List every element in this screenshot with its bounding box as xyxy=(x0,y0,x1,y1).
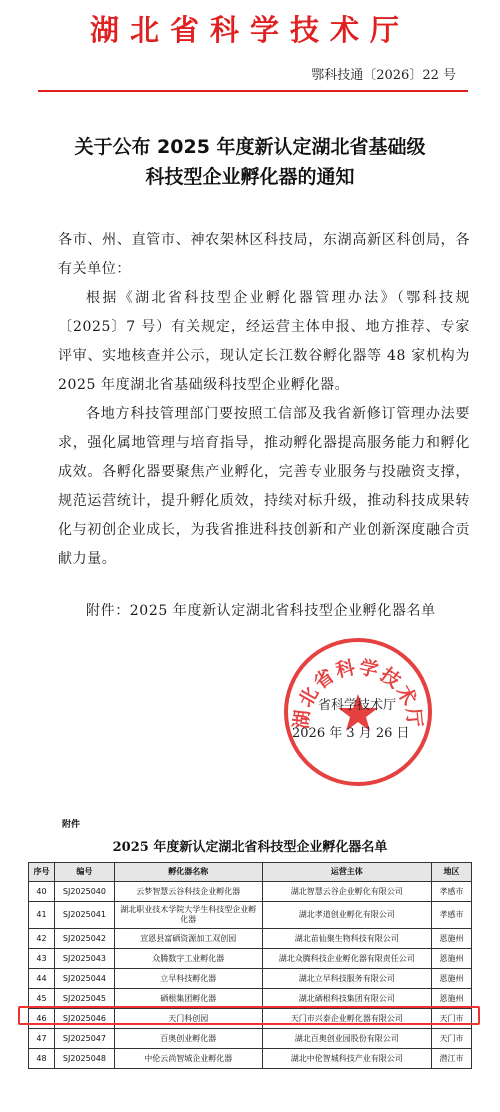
document-number: 鄂科技通〔2026〕22 号 xyxy=(311,68,456,83)
notice-title-line-1: 关于公布 2025 年度新认定湖北省基础级 xyxy=(74,136,426,158)
table-row xyxy=(29,949,472,969)
row-operator: 湖北百奥创业园股份有限公司 xyxy=(262,1029,432,1049)
row-number: 40 xyxy=(29,882,55,902)
row-number: 46 xyxy=(29,1009,55,1029)
annex-title: 2025 年度新认定湖北省科技型企业孵化器名单 xyxy=(112,840,388,855)
column-header: 运营主体 xyxy=(262,863,432,882)
row-region: 孝感市 xyxy=(432,902,472,929)
table-row xyxy=(29,1049,472,1069)
table-row xyxy=(29,929,472,949)
notice-body xyxy=(58,226,470,574)
attachment-note: 附件：2025 年度新认定湖北省科技型企业孵化器名单 xyxy=(86,603,436,619)
svg-text:湖北省科学技术厅: 湖北省科学技术厅 xyxy=(290,656,426,731)
row-incubator-name: 中伦云尚智城企业孵化器 xyxy=(114,1049,262,1069)
row-incubator-name: 硒根集团孵化器 xyxy=(114,989,262,1009)
table-row xyxy=(29,882,472,902)
notice-title-line-2: 科技型企业孵化器的通知 xyxy=(145,166,355,188)
signature-org: 省科学技术厅 xyxy=(318,698,397,713)
table-row xyxy=(29,1029,472,1049)
row-code: SJ2025041 xyxy=(54,902,114,929)
incubator-list-table xyxy=(28,862,472,1069)
row-incubator-name: 众腾数字工业孵化器 xyxy=(114,949,262,969)
row-code: SJ2025043 xyxy=(54,949,114,969)
column-header: 序号 xyxy=(29,863,55,882)
row-operator: 湖北孝道创业孵化有限公司 xyxy=(262,902,432,929)
row-region: 天门市 xyxy=(432,1029,472,1049)
row-region: 天门市 xyxy=(432,1009,472,1029)
row-incubator-name: 百奥创业孵化器 xyxy=(114,1029,262,1049)
table-row xyxy=(29,902,472,929)
row-region: 恩施州 xyxy=(432,989,472,1009)
row-operator: 湖北苗仙聚生物科技有限公司 xyxy=(262,929,432,949)
annex-label: 附件 xyxy=(62,820,81,830)
row-number: 47 xyxy=(29,1029,55,1049)
row-operator: 湖北众腾科技企业孵化器有限责任公司 xyxy=(262,949,432,969)
row-number: 44 xyxy=(29,969,55,989)
header-divider xyxy=(38,90,468,92)
row-operator: 天门市兴泰企业孵化器有限公司 xyxy=(262,1009,432,1029)
row-operator: 湖北硒根科技集团有限公司 xyxy=(262,989,432,1009)
row-code: SJ2025047 xyxy=(54,1029,114,1049)
row-region: 恩施州 xyxy=(432,929,472,949)
row-number: 42 xyxy=(29,929,55,949)
row-number: 48 xyxy=(29,1049,55,1069)
notice-title xyxy=(0,132,500,192)
row-incubator-name: 湖北职业技术学院大学生科技型企业孵化器 xyxy=(114,902,262,929)
row-code: SJ2025045 xyxy=(54,989,114,1009)
row-region: 潜江市 xyxy=(432,1049,472,1069)
column-header: 编号 xyxy=(54,863,114,882)
signature-date: 2026 年 3 月 26 日 xyxy=(292,726,410,741)
row-highlight-box xyxy=(18,1006,480,1025)
issuer-header: 湖北省科学技术厅 xyxy=(89,13,410,47)
row-incubator-name: 宣恩县富硒资源加工双创园 xyxy=(114,929,262,949)
row-number: 41 xyxy=(29,902,55,929)
row-incubator-name: 天门科创园 xyxy=(114,1009,262,1029)
row-code: SJ2025046 xyxy=(54,1009,114,1029)
row-region: 恩施州 xyxy=(432,969,472,989)
row-incubator-name: 云梦智慧云谷科技企业孵化器 xyxy=(114,882,262,902)
table-row xyxy=(29,969,472,989)
requirements-paragraph: 各地方科技管理部门要按照工信部及我省新修订管理办法要求，强化属地管理与培育指导，推动孵化器提高服务能力和孵化成效。各孵化器要聚焦产业孵化，完善专业服务与投融资支撑，规范运营统计，提升孵化质效，持续对标升级，推动科技成果转化与初创企业成长，为我省推进科技创新和产业创新深度融合贡献力量。 xyxy=(58,406,470,567)
row-operator: 湖北智慧云谷企业孵化有限公司 xyxy=(262,882,432,902)
column-header: 地区 xyxy=(432,863,472,882)
row-operator: 湖北中伦智城科技产业有限公司 xyxy=(262,1049,432,1069)
row-region: 恩施州 xyxy=(432,949,472,969)
row-number: 43 xyxy=(29,949,55,969)
row-region: 孝感市 xyxy=(432,882,472,902)
row-code: SJ2025048 xyxy=(54,1049,114,1069)
row-code: SJ2025042 xyxy=(54,929,114,949)
row-operator: 湖北立早科技服务有限公司 xyxy=(262,969,432,989)
row-number: 45 xyxy=(29,989,55,1009)
row-code: SJ2025040 xyxy=(54,882,114,902)
column-header: 孵化器名称 xyxy=(114,863,262,882)
table-header-row xyxy=(29,863,472,882)
decision-paragraph: 根据《湖北省科技型企业孵化器管理办法》（鄂科技规〔2025〕7 号）有关规定，经运营主体申报、地方推荐、专家评审、实地核查并公示，现认定长江数谷孵化器等 48 家机构为 2025 年度湖北省基础级科技型企业孵化器。 xyxy=(58,290,470,393)
row-incubator-name: 立早科技孵化器 xyxy=(114,969,262,989)
addressee-paragraph: 各市、州、直管市、神农架林区科技局，东湖高新区科创局，各有关单位： xyxy=(58,232,470,277)
row-code: SJ2025044 xyxy=(54,969,114,989)
